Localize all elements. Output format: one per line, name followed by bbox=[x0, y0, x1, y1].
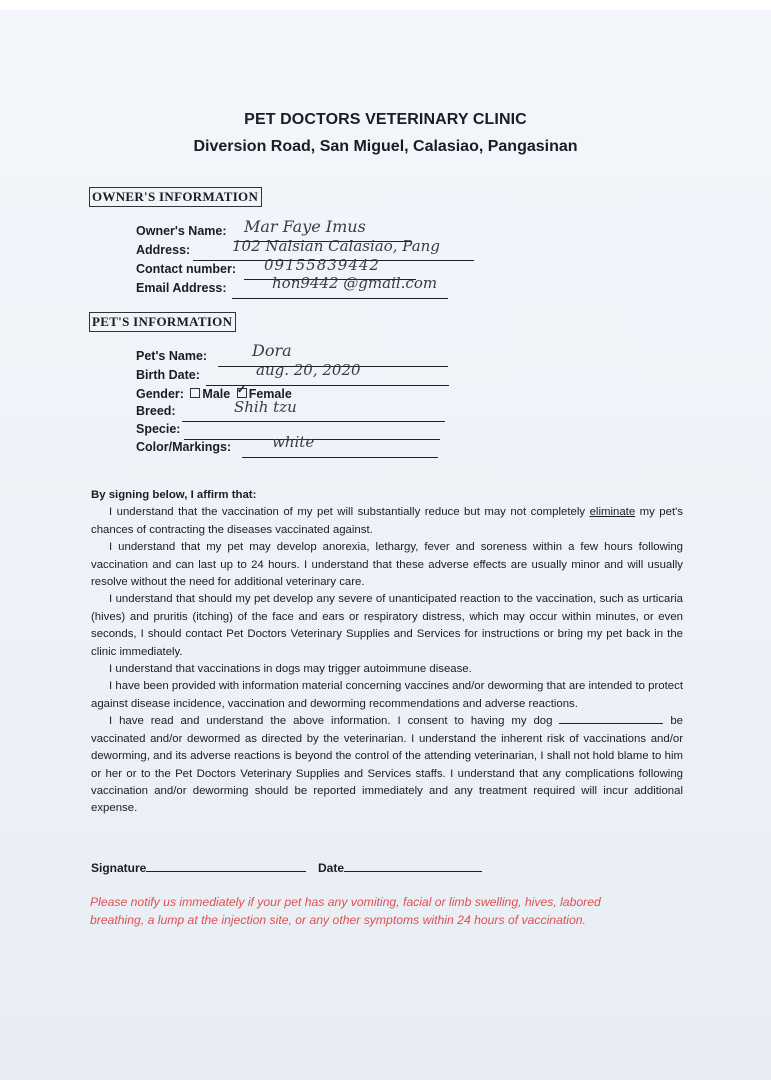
affirmation-p6-text: I have read and understand the above information. I consent to having my dog bbox=[109, 715, 560, 728]
dog-name-blank[interactable] bbox=[559, 714, 663, 724]
pet-birth-label: Birth Date: bbox=[136, 368, 200, 382]
clinic-name: PET DOCTORS VETERINARY CLINIC bbox=[244, 111, 527, 128]
affirmation-paragraph-6 bbox=[91, 713, 683, 817]
affirmation-paragraph-5: I have been provided with information material concerning vaccines and/or deworming that are intended to protect against disease incidence, vaccination and deworming recommendations and adverse reactions. bbox=[91, 680, 683, 710]
notice-text: Please notify us immediately if your pet has any vomiting, facial or limb swelling, hives, labored breathing, a lump at the injection site, or any other symptoms within 24 hours of vaccination. bbox=[90, 895, 601, 927]
owner-email-line bbox=[232, 298, 448, 299]
pet-name-value: Dora bbox=[252, 341, 292, 360]
female-label: Female bbox=[248, 387, 292, 401]
date-label: Date bbox=[318, 861, 345, 875]
affirmation-heading: By signing below, I affirm that: bbox=[91, 489, 257, 501]
pet-breed-label: Breed: bbox=[136, 404, 176, 418]
affirmation-block bbox=[91, 487, 683, 818]
signature-field[interactable] bbox=[91, 860, 306, 875]
owner-email-label: Email Address: bbox=[136, 281, 227, 295]
owner-section-heading: OWNER'S INFORMATION bbox=[89, 187, 262, 207]
date-field[interactable] bbox=[318, 860, 482, 875]
pet-specie-label: Specie: bbox=[136, 422, 181, 436]
male-label: Male bbox=[202, 387, 231, 401]
affirmation-paragraph-4: I understand that vaccinations in dogs may trigger autoimmune disease. bbox=[109, 663, 472, 676]
affirmation-paragraph-2: I understand that my pet may develop anorexia, lethargy, fever and soreness within a few hours following vaccination and can last up to 24 hours. I understand that these adverse effects are usually minor and will usually resolve without the need for additional veterinary care. bbox=[91, 541, 683, 589]
affirmation-paragraph-3: I understand that should my pet develop any severe of unanticipated reaction to the vaccination, such as urticaria (hives) and pruritis (itching) of the face and ears or respiratory distress, which may occur within minutes, or even seconds, I should contact Pet Doctors Veterinary Supplies and Services for instructions or bring my pet back in the clinic immediately. bbox=[91, 593, 683, 658]
owner-address-value: 102 Nalsian Calasiao, Pang bbox=[232, 237, 440, 255]
pet-color-line bbox=[242, 457, 438, 458]
owner-name-label: Owner's Name: bbox=[136, 224, 227, 238]
affirmation-p1-underlined: eliminate bbox=[589, 506, 636, 519]
owner-name-value: Mar Faye Imus bbox=[244, 217, 366, 236]
date-line bbox=[344, 860, 482, 872]
affirmation-p6-text-end: be vaccinated and/or dewormed as directed by the veterinarian. I understand the inherent risk of vaccinations and/or deworming, and its adverse reactions is beyond the control of the attending veterinarian, I shall not hold blame to him or her or to the Pet Doctors Veterinary Supplies and Services staffs. I understand that any complications following vaccination and/or deworming should be reported immediately and any treatment required will incur additional expense. bbox=[91, 715, 683, 815]
pet-color-label: Color/Markings: bbox=[136, 440, 232, 454]
signature-line bbox=[146, 860, 306, 872]
affirmation-p1-text: I understand that the vaccination of my pet will substantially reduce but may not completely bbox=[109, 506, 590, 519]
pet-birth-value: aug. 20, 2020 bbox=[256, 361, 361, 379]
scan-edge bbox=[0, 0, 771, 10]
female-checkbox[interactable] bbox=[237, 388, 247, 398]
pet-color-value: white bbox=[272, 433, 315, 451]
affirmation-paragraph-1 bbox=[91, 504, 683, 539]
pet-section-heading: PET'S INFORMATION bbox=[89, 312, 236, 332]
owner-email-value: hon9442 @gmail.com bbox=[272, 274, 438, 292]
owner-address-label: Address: bbox=[136, 243, 191, 257]
pet-gender-label: Gender: bbox=[136, 387, 184, 401]
male-checkbox[interactable] bbox=[190, 388, 200, 398]
owner-contact-label: Contact number: bbox=[136, 262, 236, 276]
clinic-address: Diversion Road, San Miguel, Calasiao, Pangasinan bbox=[193, 138, 578, 155]
affirmation-p1-text-end: my pet's chances of contracting the diseases vaccinated against. bbox=[91, 506, 684, 536]
signature-label: Signature bbox=[91, 861, 147, 875]
pet-breed-value: Shih tzu bbox=[234, 398, 297, 416]
pet-name-label: Pet's Name: bbox=[136, 349, 208, 363]
owner-contact-value: 09155839442 bbox=[264, 256, 380, 274]
